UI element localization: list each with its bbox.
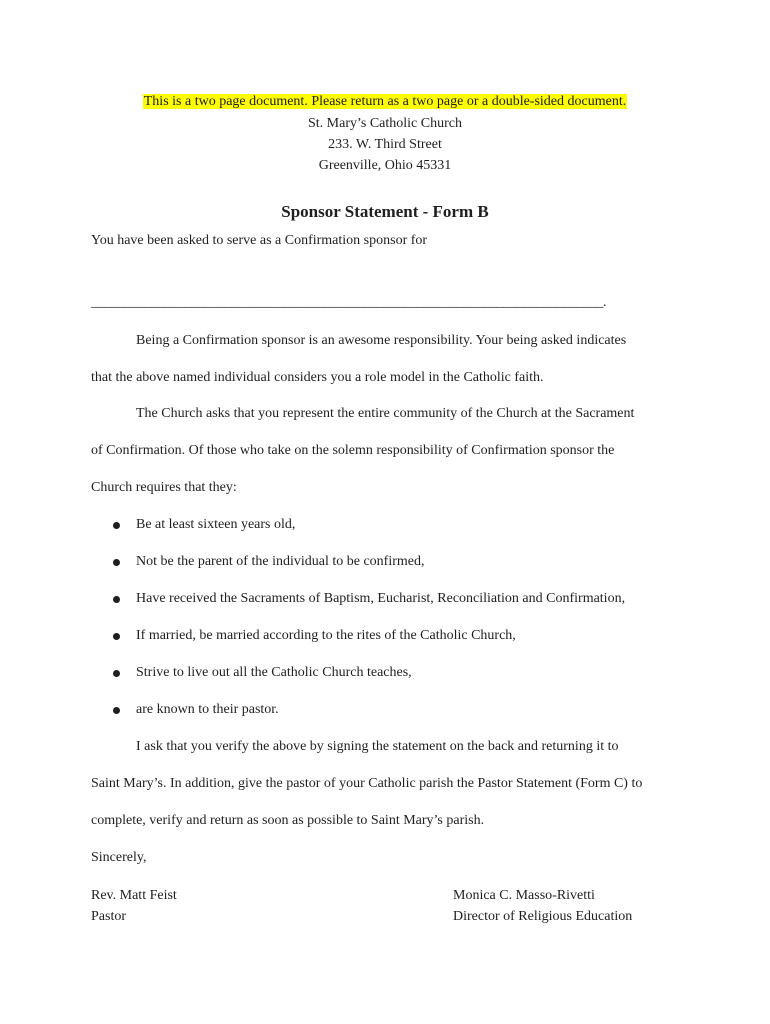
- signature-right: [453, 885, 632, 927]
- church-city: Greenville, Ohio 45331: [318, 158, 452, 173]
- notice-highlight: This is a two page document. Please return as a two page or a double-sided document.: [143, 94, 627, 109]
- signature-left-role: Pastor: [91, 909, 126, 924]
- paragraph1-line1: Being a Confirmation sponsor is an awesome responsibility. Your being asked indicates: [136, 333, 627, 348]
- list-item: If married, be married according to the rites of the Catholic Church,: [136, 628, 516, 643]
- paragraph2-line2: of Confirmation. Of those who take on the solemn responsibility of Confirmation sponsor the: [91, 443, 615, 458]
- bullet-dot-icon: [113, 670, 120, 677]
- signature-left: [91, 885, 177, 927]
- church-name: St. Mary’s Catholic Church: [308, 116, 462, 131]
- signature-right-name: Monica C. Masso-Rivetti: [453, 888, 595, 903]
- bullet-dot-icon: [113, 633, 120, 640]
- intro-text: You have been asked to serve as a Confirmation sponsor for: [91, 233, 428, 248]
- paragraph3-line2: Saint Mary’s. In addition, give the pastor of your Catholic parish the Pastor Statement (Form C) to: [91, 776, 643, 791]
- paragraph2-line1: The Church asks that you represent the entire community of the Church at the Sacrament: [136, 406, 635, 421]
- paragraph2-line3: Church requires that they:: [91, 480, 237, 495]
- page-title: Sponsor Statement - Form B: [281, 202, 489, 221]
- list-item: are known to their pastor.: [136, 702, 279, 717]
- signature-left-name: Rev. Matt Feist: [91, 888, 177, 903]
- bullet-dot-icon: [113, 559, 120, 566]
- list-item: Be at least sixteen years old,: [136, 517, 296, 532]
- list-item: Have received the Sacraments of Baptism, Eucharist, Reconciliation and Confirmation,: [136, 591, 626, 606]
- list-item: Strive to live out all the Catholic Church teaches,: [136, 665, 412, 680]
- paragraph3-line1: I ask that you verify the above by signing the statement on the back and returning it to: [136, 739, 619, 754]
- sponsor-blank-line: _____________________________________________________________________________.: [91, 295, 607, 310]
- paragraph3-line3: complete, verify and return as soon as possible to Saint Mary’s parish.: [91, 813, 485, 828]
- bullet-dot-icon: [113, 707, 120, 714]
- list-item: Not be the parent of the individual to be confirmed,: [136, 554, 425, 569]
- bullet-dot-icon: [113, 596, 120, 603]
- bullet-dot-icon: [113, 522, 120, 529]
- paragraph1-line2: that the above named individual considers you a role model in the Catholic faith.: [91, 370, 544, 385]
- closing-text: Sincerely,: [91, 850, 147, 865]
- church-street: 233. W. Third Street: [328, 137, 442, 152]
- signature-right-role: Director of Religious Education: [453, 909, 633, 924]
- notice-line: [0, 94, 770, 110]
